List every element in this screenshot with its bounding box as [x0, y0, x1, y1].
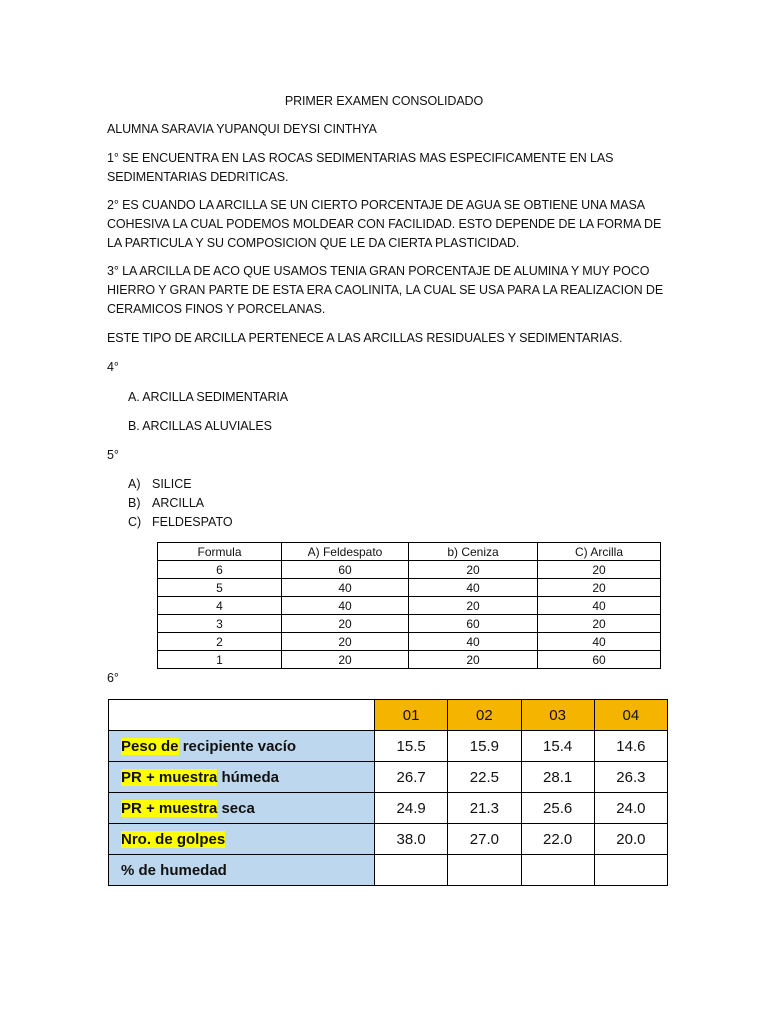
column-header: 03: [521, 700, 594, 731]
answer-5-item: [128, 475, 192, 494]
table-cell: 20: [409, 651, 538, 669]
column-header: 01: [375, 700, 448, 731]
row-label: [109, 793, 375, 824]
table-cell: 20: [538, 579, 661, 597]
table-cell: 24.9: [375, 793, 448, 824]
answer-5-item: [128, 513, 233, 532]
table-row: [158, 615, 661, 633]
list-text: FELDESPATO: [152, 515, 233, 529]
table-cell: 40: [409, 633, 538, 651]
table-cell: 20.0: [594, 824, 667, 855]
table-row: [158, 597, 661, 615]
student-name: ALUMNA SARAVIA YUPANQUI DEYSI CINTHYA: [107, 122, 377, 136]
table-cell: 40: [538, 633, 661, 651]
table-cell: 14.6: [594, 731, 667, 762]
table-cell: 15.9: [448, 731, 521, 762]
formula-table: [157, 542, 661, 669]
question-6-label: 6°: [107, 671, 119, 685]
table-cell: 38.0: [375, 824, 448, 855]
table-row: [158, 651, 661, 669]
table-row: [109, 793, 668, 824]
table-cell: 40: [409, 579, 538, 597]
list-letter: B): [128, 496, 141, 510]
table-cell: 60: [538, 651, 661, 669]
table-cell: [594, 855, 667, 886]
column-header: Formula: [158, 543, 282, 561]
highlighted-text: Nro. de golpes: [121, 830, 226, 848]
table-cell: 60: [282, 561, 409, 579]
table-cell: 26.7: [375, 762, 448, 793]
highlighted-text: PR + muestra: [121, 768, 218, 786]
table-row: [158, 579, 661, 597]
answer-5-item: [128, 494, 204, 513]
column-header: 02: [448, 700, 521, 731]
table-cell: [521, 855, 594, 886]
table-cell: 22.5: [448, 762, 521, 793]
table-cell: 40: [282, 597, 409, 615]
table-cell: 20: [538, 561, 661, 579]
table-cell: 20: [282, 651, 409, 669]
column-header: b) Ceniza: [409, 543, 538, 561]
table-cell: [375, 855, 448, 886]
answer-3: 3° LA ARCILLA DE ACO QUE USAMOS TENIA GRAN PORCENTAJE DE ALUMINA Y MUY POCO HIERRO Y GRAN PARTE DE ESTA ERA CAOLINITA, LA CUAL SE USA PARA LA REALIZACION DE CERAMICOS FINOS Y PORCELANAS.: [107, 264, 664, 316]
table-row: [109, 855, 668, 886]
table-row: [158, 633, 661, 651]
label-text: húmeda: [217, 768, 279, 786]
table-cell: 1: [158, 651, 282, 669]
table-cell: 28.1: [521, 762, 594, 793]
highlighted-text: PR + muestra: [121, 799, 218, 817]
table-cell: 20: [282, 615, 409, 633]
table-cell: 15.5: [375, 731, 448, 762]
row-label: [109, 762, 375, 793]
question-5-label: 5°: [107, 448, 119, 462]
corner-cell: [109, 700, 375, 731]
answer-2: 2° ES CUANDO LA ARCILLA SE UN CIERTO PORCENTAJE DE AGUA SE OBTIENE UNA MASA COHESIVA LA CUAL PODEMOS MOLDEAR CON FACILIDAD. ESTO DEPENDE DE LA FORMA DE LA PARTICULA Y SU COMPOSICION QUE LE DA CIERTA PLASTICIDAD.: [107, 198, 662, 250]
table-cell: 60: [409, 615, 538, 633]
answer-4-item: A. ARCILLA SEDIMENTARIA: [128, 390, 289, 404]
row-label: [109, 855, 375, 886]
table-cell: 26.3: [594, 762, 667, 793]
table-cell: 5: [158, 579, 282, 597]
label-text: recipiente vacío: [178, 737, 297, 755]
row-label: [109, 824, 375, 855]
answer-3-note: ESTE TIPO DE ARCILLA PERTENECE A LAS ARCILLAS RESIDUALES Y SEDIMENTARIAS.: [107, 331, 623, 345]
question-4-label: 4°: [107, 360, 119, 374]
table-cell: 20: [409, 597, 538, 615]
table-row: [158, 561, 661, 579]
table-header-row: [109, 700, 668, 731]
table-cell: 20: [538, 615, 661, 633]
table-cell: [448, 855, 521, 886]
table-row: [109, 762, 668, 793]
table-cell: 40: [538, 597, 661, 615]
list-letter: C): [128, 515, 142, 529]
table-row: [109, 824, 668, 855]
table-cell: 6: [158, 561, 282, 579]
column-header: 04: [594, 700, 667, 731]
table-cell: 25.6: [521, 793, 594, 824]
label-text: % de humedad: [121, 861, 227, 879]
humidity-table: [108, 699, 668, 886]
answer-1: 1° SE ENCUENTRA EN LAS ROCAS SEDIMENTARIAS MAS ESPECIFICAMENTE EN LAS SEDIMENTARIAS DEDRITICAS.: [107, 151, 614, 184]
table-row: [109, 731, 668, 762]
highlighted-text: Peso de: [121, 737, 179, 755]
label-text: seca: [217, 799, 255, 817]
table-header-row: [158, 543, 661, 561]
column-header: A) Feldespato: [282, 543, 409, 561]
list-letter: A): [128, 477, 141, 491]
column-header: C) Arcilla: [538, 543, 661, 561]
table-cell: 20: [282, 633, 409, 651]
answer-4-item: B. ARCILLAS ALUVIALES: [128, 419, 272, 433]
row-label: [109, 731, 375, 762]
list-text: SILICE: [152, 477, 192, 491]
table-cell: 3: [158, 615, 282, 633]
page-title: PRIMER EXAMEN CONSOLIDADO: [284, 94, 484, 108]
table-cell: 21.3: [448, 793, 521, 824]
table-cell: 24.0: [594, 793, 667, 824]
table-cell: 20: [409, 561, 538, 579]
table-cell: 15.4: [521, 731, 594, 762]
table-cell: 4: [158, 597, 282, 615]
list-text: ARCILLA: [152, 496, 205, 510]
table-cell: 40: [282, 579, 409, 597]
table-cell: 27.0: [448, 824, 521, 855]
table-cell: 22.0: [521, 824, 594, 855]
table-cell: 2: [158, 633, 282, 651]
